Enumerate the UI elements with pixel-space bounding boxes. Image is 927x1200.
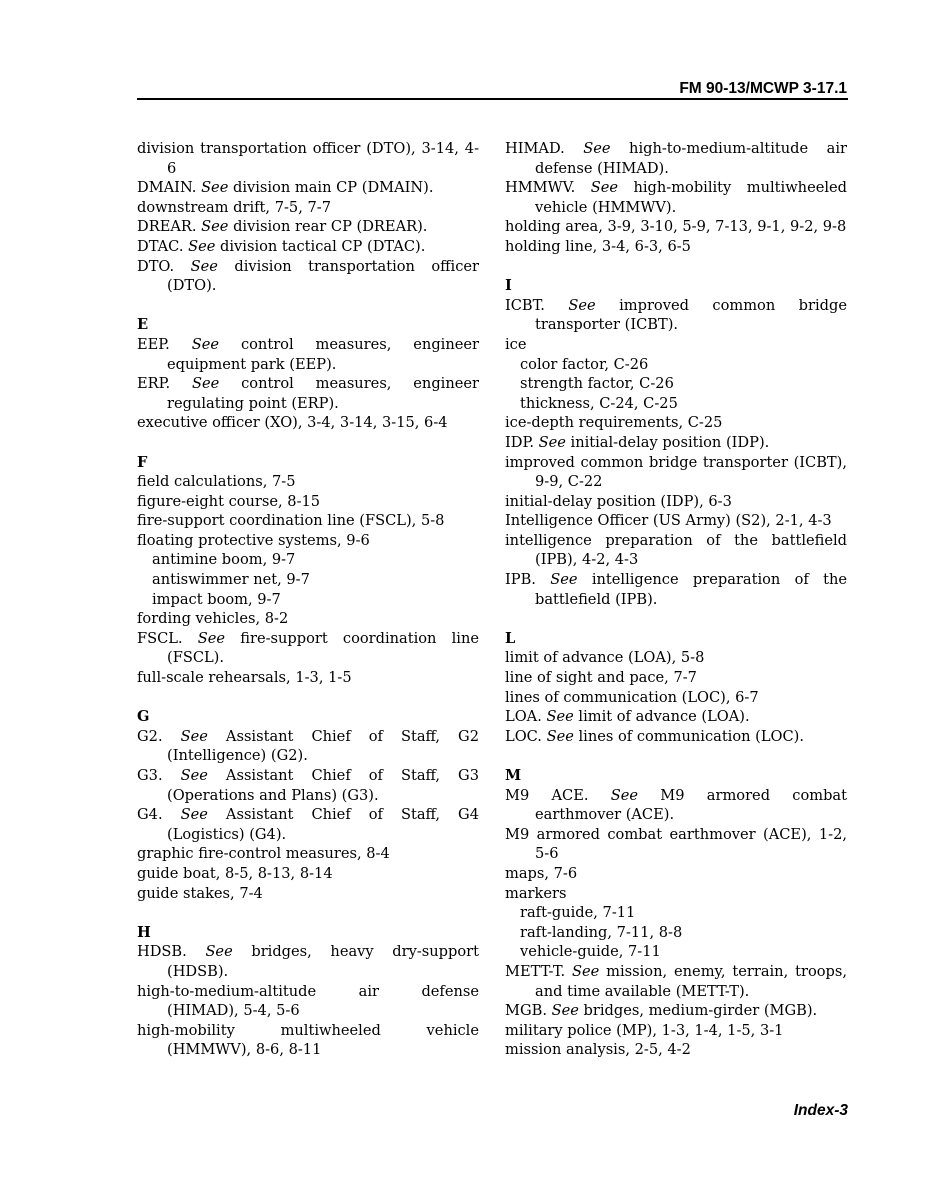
index-column-left xyxy=(137,139,479,1060)
running-header: FM 90-13/MCWP 3-17.1 xyxy=(679,80,847,97)
section-letter: E xyxy=(137,316,149,334)
index-entry: FSCL. See fire-support coordination line (FSCL). xyxy=(137,629,479,667)
index-entry: improved common bridge transporter (ICBT), 9-9, C-22 xyxy=(505,453,847,491)
index-entry: EEP. See control measures, engineer equipment park (EEP). xyxy=(137,335,479,373)
index-entry: M9 armored combat earthmover (ACE), 1-2, 5-6 xyxy=(505,825,847,863)
index-entry: LOA. See limit of advance (LOA). xyxy=(505,708,750,726)
index-entry: fording vehicles, 8-2 xyxy=(137,610,289,628)
index-entry: field calculations, 7-5 xyxy=(137,473,296,491)
index-entry: G4. See Assistant Chief of Staff, G4 (Logistics) (G4). xyxy=(137,806,479,843)
index-entry: floating protective systems, 9-6 xyxy=(137,531,370,549)
index-subentry: raft-guide, 7-11 xyxy=(520,904,636,922)
section-letter: G xyxy=(137,708,150,726)
index-entry: IDP. See initial-delay position (IDP). xyxy=(505,433,770,451)
index-entry: lines of communication (LOC), 6-7 xyxy=(505,688,759,706)
index-entry: intelligence preparation of the battlefield (IPB), 4-2, 4-3 xyxy=(505,531,847,569)
index-entry: military police (MP), 1-3, 1-4, 1-5, 3-1 xyxy=(505,1021,784,1039)
index-entry: DTAC. See division tactical CP (DTAC). xyxy=(137,237,426,255)
index-entry: limit of advance (LOA), 5-8 xyxy=(505,649,705,667)
index-entry: METT-T. See mission, enemy, terrain, troops, and time available (METT-T). xyxy=(505,962,847,1000)
index-section-g xyxy=(137,707,479,903)
index-entry: DTO. See division transportation officer (DTO). xyxy=(137,257,480,295)
index-subentry: impact boom, 9-7 xyxy=(152,590,281,608)
index-entry: downstream drift, 7-5, 7-7 xyxy=(137,198,331,216)
index-entry: markers xyxy=(505,884,567,902)
index-section-f xyxy=(137,453,479,688)
index-entry: G2. See Assistant Chief of Staff, G2 (Intelligence) (G2). xyxy=(137,727,479,765)
index-entry: HMMWV. See high-mobility multiwheeled vehicle (HMMWV). xyxy=(505,179,847,216)
index-entry: maps, 7-6 xyxy=(505,864,578,882)
index-section-d xyxy=(137,139,479,296)
index-entry: Intelligence Officer (US Army) (S2), 2-1, 4-3 xyxy=(505,512,832,530)
index-entry: holding area, 3-9, 3-10, 5-9, 7-13, 9-1, 9-2, 9-8 xyxy=(505,218,847,236)
header-rule xyxy=(137,98,848,100)
index-subentry: strength factor, C-26 xyxy=(520,375,674,393)
index-section-h xyxy=(137,923,479,1060)
index-entry: division transportation officer (DTO), 3-14, 4-6 xyxy=(137,140,479,177)
index-section-l xyxy=(505,629,847,747)
index-entry: G3. See Assistant Chief of Staff, G3 (Operations and Plans) (G3). xyxy=(137,767,479,804)
index-entry: HIMAD. See high-to-medium-altitude air defense (HIMAD). xyxy=(505,140,847,177)
index-entry: DREAR. See division rear CP (DREAR). xyxy=(137,218,428,236)
index-subentry: antimine boom, 9-7 xyxy=(152,551,296,569)
index-entry: ERP. See control measures, engineer regulating point (ERP). xyxy=(137,375,479,412)
index-subentry: raft-landing, 7-11, 8-8 xyxy=(520,923,683,941)
index-entry: ICBT. See improved common bridge transporter (ICBT). xyxy=(505,296,847,334)
page-number: Index-3 xyxy=(793,1102,848,1119)
index-entry: IPB. See intelligence preparation of the battlefield (IPB). xyxy=(505,571,848,608)
index-subentry: vehicle-guide, 7-11 xyxy=(520,943,661,961)
index-section-m xyxy=(505,766,847,1060)
index-entry: high-to-medium-altitude air defense (HIMAD), 5-4, 5-6 xyxy=(137,982,479,1020)
index-entry: MGB. See bridges, medium-girder (MGB). xyxy=(505,1002,818,1020)
index-entry: graphic fire-control measures, 8-4 xyxy=(137,845,390,863)
index-subentry: thickness, C-24, C-25 xyxy=(520,394,678,412)
index-entry: LOC. See lines of communication (LOC). xyxy=(505,727,805,745)
index-entry: guide stakes, 7-4 xyxy=(137,884,263,902)
index-entry: ice xyxy=(505,335,527,353)
index-subentry: color factor, C-26 xyxy=(520,355,649,373)
section-letter: F xyxy=(137,453,148,471)
index-subentry: antiswimmer net, 9-7 xyxy=(152,571,310,589)
index-entry: full-scale rehearsals, 1-3, 1-5 xyxy=(137,669,352,687)
index-column-right xyxy=(505,139,847,1060)
section-letter: M xyxy=(505,767,522,784)
index-entry: figure-eight course, 8-15 xyxy=(137,492,321,510)
index-entry: mission analysis, 2-5, 4-2 xyxy=(505,1041,691,1059)
index-entry: M9 ACE. See M9 armored combat earthmover (ACE). xyxy=(505,786,847,824)
section-letter: L xyxy=(505,629,516,647)
index-entry: HDSB. See bridges, heavy dry-support (HDSB). xyxy=(137,943,479,980)
index-entry: initial-delay position (IDP), 6-3 xyxy=(505,492,732,510)
index-entry: executive officer (XO), 3-4, 3-14, 3-15, 6-4 xyxy=(137,414,448,432)
index-entry: ice-depth requirements, C-25 xyxy=(505,414,723,432)
index-entry: fire-support coordination line (FSCL), 5-8 xyxy=(137,512,445,530)
index-entry: DMAIN. See division main CP (DMAIN). xyxy=(137,179,434,197)
index-entry: high-mobility multiwheeled vehicle (HMMWV), 8-6, 8-11 xyxy=(137,1021,479,1059)
index-section-i xyxy=(505,276,847,609)
index-section-h-continued xyxy=(505,139,847,257)
section-letter: H xyxy=(137,923,151,941)
index-entry: line of sight and pace, 7-7 xyxy=(505,669,697,687)
section-letter: I xyxy=(505,277,512,295)
index-entry: guide boat, 8-5, 8-13, 8-14 xyxy=(137,864,333,882)
index-section-e xyxy=(137,315,479,433)
index-entry: holding line, 3-4, 6-3, 6-5 xyxy=(505,237,691,255)
